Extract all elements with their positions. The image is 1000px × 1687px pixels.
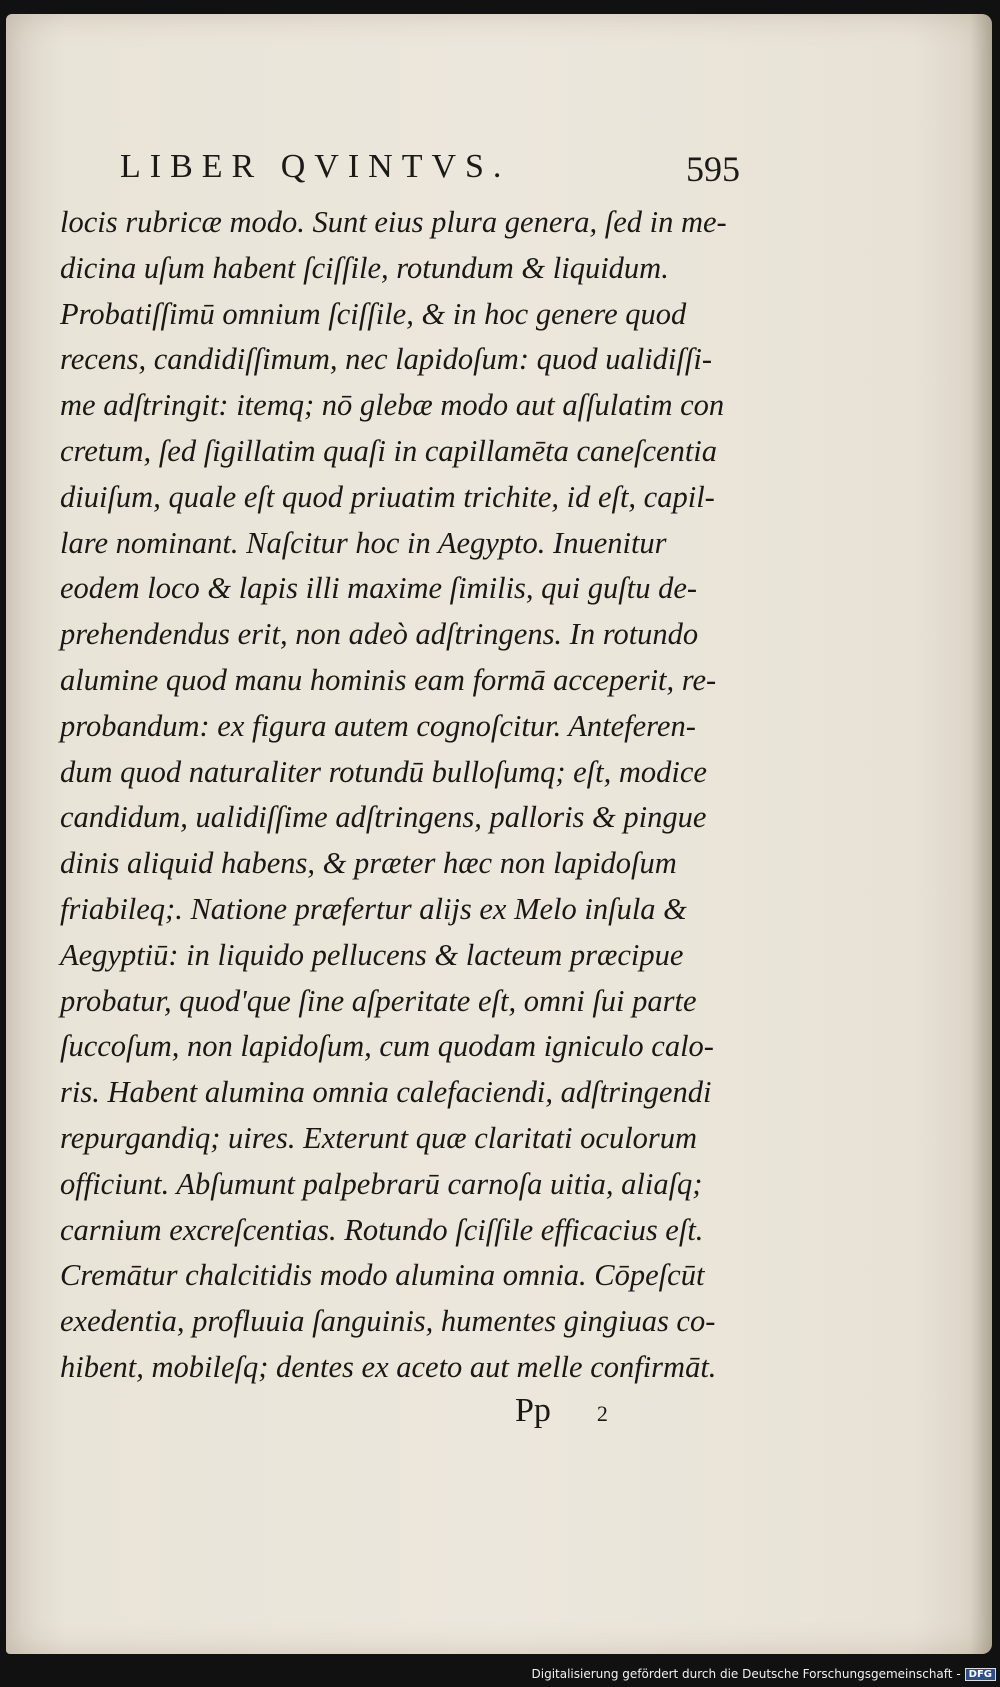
body-text: [60, 200, 750, 1391]
text-line: ris. Habent alumina omnia calefaciendi, adſtringendi: [60, 1075, 712, 1110]
text-line: ſuccoſum, non lapidoſum, cum quodam igniculo calo-: [60, 1029, 714, 1064]
dfg-logo-icon: DFG: [965, 1668, 996, 1681]
text-line: cretum, ſed ſigillatim quaſi in capillamēta caneſcentia: [60, 433, 718, 468]
signature-letters: Pp: [515, 1392, 551, 1429]
text-line: probatur, quod'que ſine aſperitate eſt, omni ſui parte: [60, 983, 697, 1018]
text-line: diuiſum, quale eſt quod priuatim trichite, id eſt, capil-: [60, 479, 715, 514]
text-line: dinis aliquid habens, & præter hæc non lapidoſum: [60, 846, 677, 881]
text-line: Cremātur chalcitidis modo alumina omnia. Cōpeſcūt: [60, 1258, 705, 1293]
text-line: Aegyptiū: in liquido pellucens & lacteum præcipue: [60, 937, 684, 972]
text-line: exedentia, profluuia ſanguinis, humentes gingiuas co-: [60, 1304, 716, 1339]
running-head: [120, 148, 740, 192]
text-line: dicina uſum habent ſciſſile, rotundum & liquidum.: [60, 250, 669, 285]
text-line: repurgandiq; uires. Exterunt quæ claritati oculorum: [60, 1120, 698, 1155]
running-title: LIBER QVINTVS.: [120, 148, 511, 185]
text-line: hibent, mobileſq; dentes ex aceto aut melle confirmāt.: [60, 1349, 717, 1384]
text-line: alumine quod manu hominis eam formā acceperit, re-: [60, 662, 717, 697]
text-line: officiunt. Abſumunt palpebrarū carnoſa uitia, aliaſq;: [60, 1166, 703, 1201]
text-line: eodem loco & lapis illi maxime ſimilis, qui guſtu de-: [60, 571, 698, 606]
text-line: dum quod naturaliter rotundū bulloſumq; eſt, modice: [60, 754, 707, 789]
text-line: carnium excreſcentias. Rotundo ſciſſile efficacius eſt.: [60, 1212, 704, 1247]
signature-mark: [515, 1392, 608, 1430]
text-line: probandum: ex figura autem cognoſcitur. Anteferen-: [60, 708, 696, 743]
page-number: 595: [686, 149, 740, 189]
text-line: lare nominant. Naſcitur hoc in Aegypto. Inuenitur: [60, 525, 667, 560]
text-line: prehendendus erit, non adeò adſtringens. In rotundo: [60, 617, 699, 652]
digitization-footer: [532, 1663, 997, 1685]
signature-number: 2: [596, 1401, 608, 1426]
page-edge-shadow: [970, 14, 992, 1654]
text-line: candidum, ualidiſſime adſtringens, palloris & pingue: [60, 800, 707, 835]
footer-credit: Digitalisierung gefördert durch die Deutsche Forschungsgemeinschaft -: [531, 1667, 961, 1681]
text-line: locis rubricæ modo. Sunt eius plura genera, ſed in me-: [60, 205, 727, 239]
text-line: recens, candidiſſimum, nec lapidoſum: quod ualidiſſi-: [60, 342, 712, 377]
text-line: friabileq;. Natione præfertur alijs ex Melo inſula &: [60, 891, 687, 926]
text-line: me adſtringit: itemq; nō glebæ modo aut aſſulatim con: [60, 388, 725, 423]
text-line: Probatiſſimū omnium ſciſſile, & in hoc genere quod: [60, 296, 687, 331]
